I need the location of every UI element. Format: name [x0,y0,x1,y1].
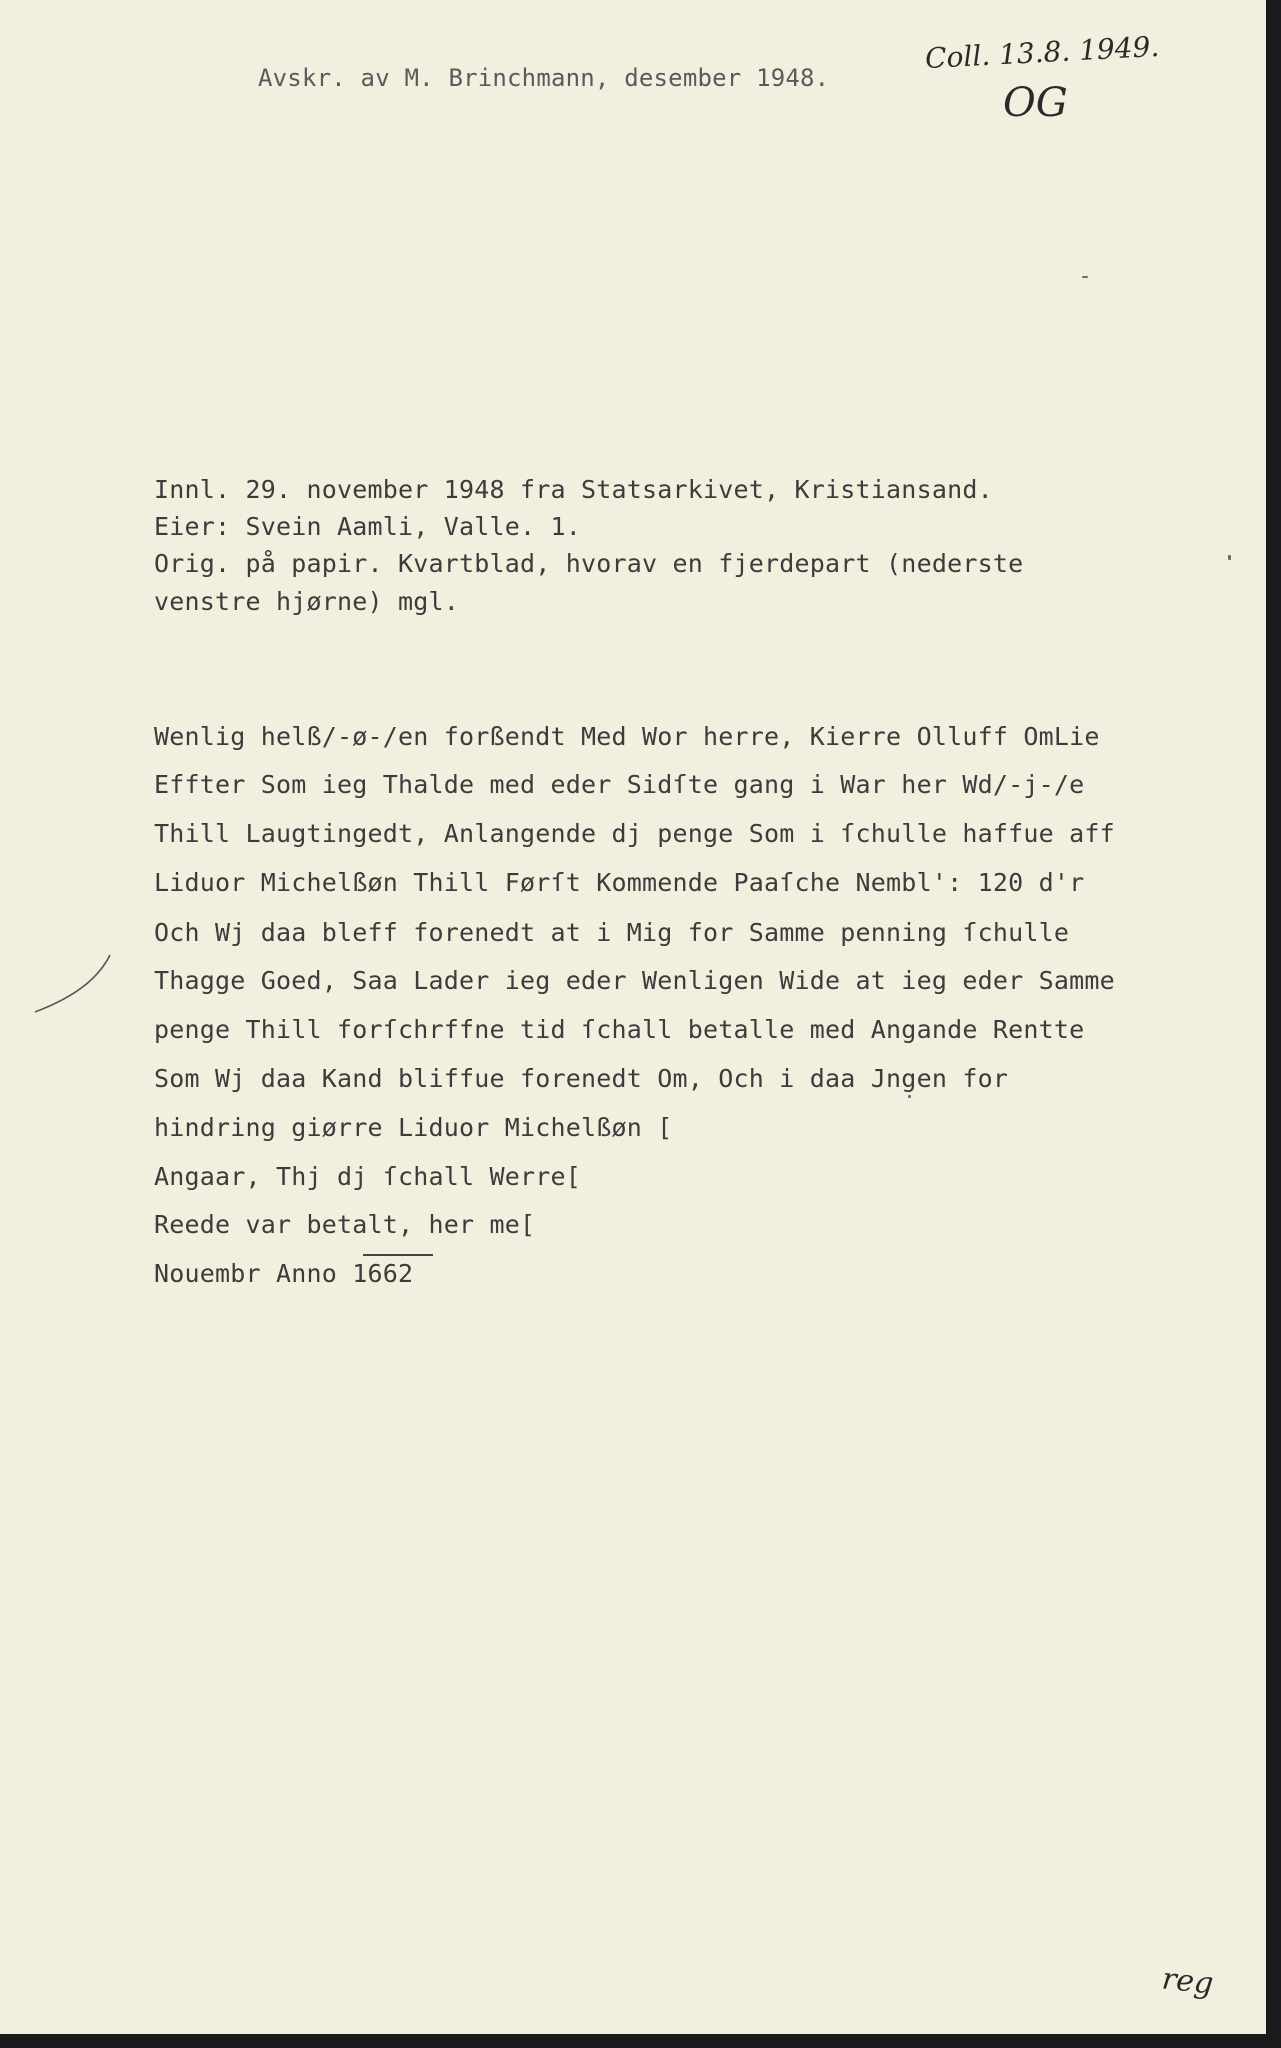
metadata-line: Innl. 29. november 1948 fra Statsarkivet, Kristiansand. [154,475,993,504]
transcription-line: Effter Som ieg Thalde med eder Sidſte gang i War her Wd/-j-/e [154,770,1085,799]
transcription-line: Angaar, Thj dj ſchall Werre[ [154,1162,582,1191]
metadata-line: Orig. på papir. Kvartblad, hvorav en fjerdepart (nederste [154,549,1024,578]
transcription-line: Och Wj daa bleff forenedt at i Mig for Samme penning ſchulle [154,918,1070,947]
paper-speck [1228,555,1231,560]
paper-speck [1082,276,1088,278]
handwritten-initials: OG [1003,80,1068,126]
transcription-line: Liduor Michelßøn Thill Førſt Kommende Paaſche Nembl': 120 d'r [154,868,1085,897]
transcription-line: hindring giørre Liduor Michelßøn [ [154,1113,673,1142]
metadata-line: venstre hjørne) mgl. [154,587,460,616]
transcription-line: Wenlig helß/-ø-/en forßendt Med Wor herre, Kierre Olluff OmLie [154,722,1100,751]
margin-pencil-stroke [30,950,120,1020]
transcription-line: Nouembr Anno 1662 [154,1259,414,1288]
transcription-line: Thill Laugtingedt, Anlangende dj penge Som i ſchulle haffue aff [154,819,1115,848]
metadata-line: Eier: Svein Aamli, Valle. 1. [154,512,582,541]
handwritten-collation-note: Coll. 13.8. 1949. [924,29,1160,76]
year-underline [363,1254,433,1256]
transcription-line: Thagge Goed, Saa Lader ieg eder Wenligen Wide at ieg eder Samme [154,966,1115,995]
transcription-line: Reede var betalt, her me[ [154,1210,536,1239]
transcription-line: Som Wj daa Kand bliffue forenedt Om, Och i daa Jngen for [154,1064,1009,1093]
transcription-line: penge Thill forſchrffne tid ſchall betalle med Angande Rentte [154,1015,1085,1044]
paper-speck [908,1095,911,1098]
handwritten-reg-mark: reg [1160,1961,1216,2002]
transcription-note: Avskr. av M. Brinchmann, desember 1948. [258,64,830,92]
